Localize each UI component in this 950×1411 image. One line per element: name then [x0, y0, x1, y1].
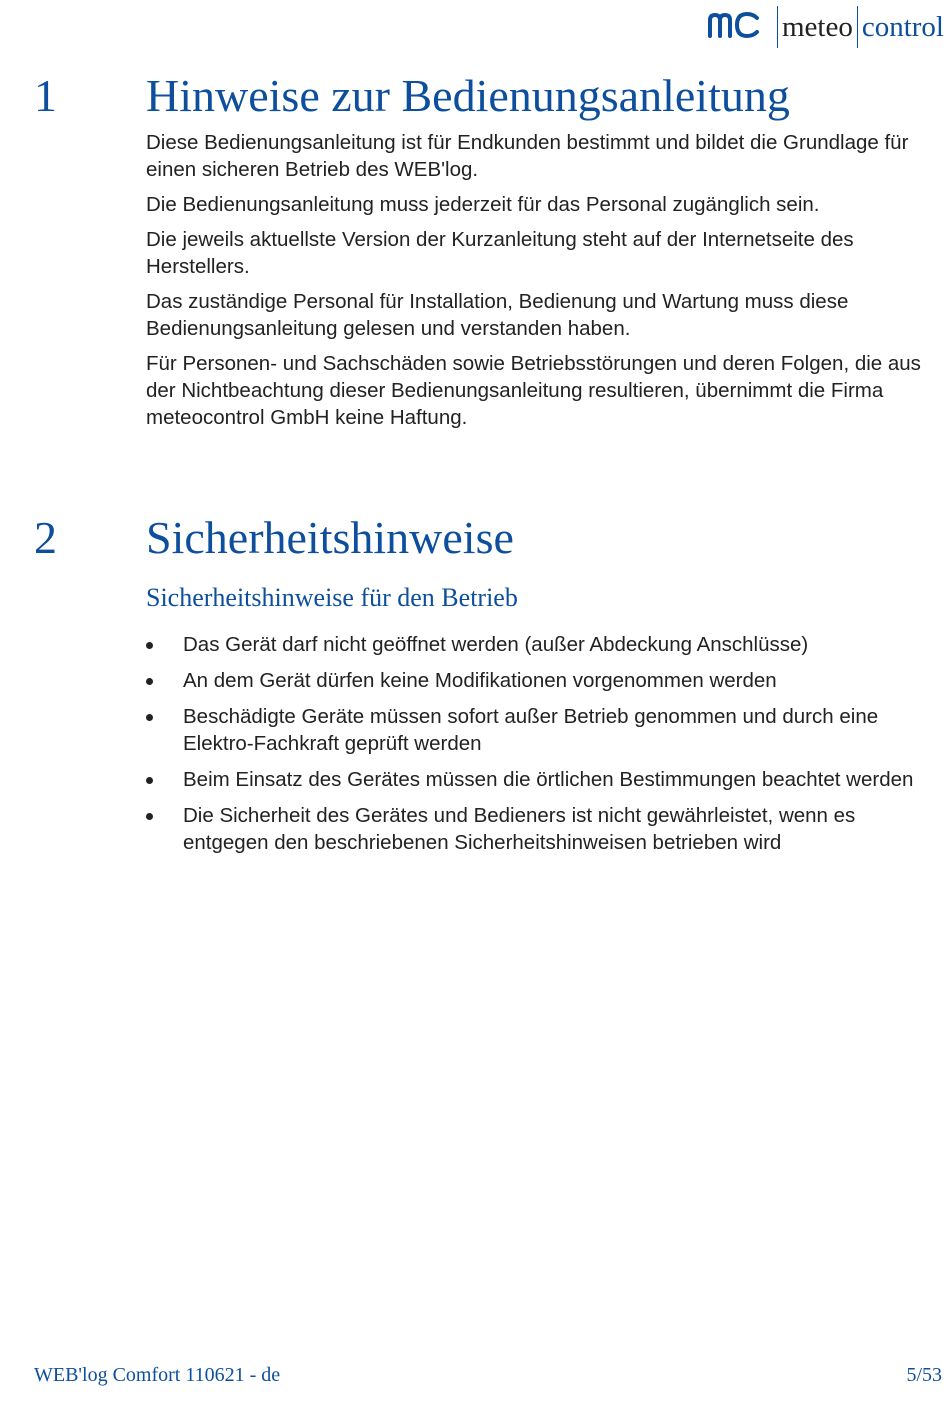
section-number: 2 [34, 512, 57, 563]
logo-divider [777, 6, 778, 48]
list-item [146, 631, 941, 658]
page-footer [34, 1364, 942, 1387]
section-2-subtitle: Sicherheitshinweise für den Betrieb [146, 583, 518, 612]
bullet-icon [146, 714, 153, 721]
footer-document-name: WEB'log Comfort 110621 - de [34, 1364, 281, 1386]
list-item [146, 667, 941, 694]
list-item-text: Beschädigte Geräte müssen sofort außer Betrieb genommen und durch eine Elektro-Fachkraft geprüft werden [183, 705, 879, 755]
list-item-text: Beim Einsatz des Gerätes müssen die örtlichen Bestimmungen beachtet werden [183, 768, 914, 791]
list-item-text: Das Gerät darf nicht geöffnet werden (außer Abdeckung Anschlüsse) [183, 633, 809, 656]
paragraph: Das zuständige Personal für Installation, Bedienung und Wartung muss diese Bedienungsanleitung gelesen und verstanden haben. [146, 290, 849, 340]
list-item-text: An dem Gerät dürfen keine Modifikationen vorgenommen werden [183, 669, 777, 692]
mc-logo-icon [707, 10, 763, 40]
section-1-heading [0, 66, 950, 126]
list-item [146, 703, 941, 757]
page-number: 5/53 [906, 1364, 942, 1386]
safety-bullet-list [146, 631, 941, 856]
paragraph: Die Bedienungsanleitung muss jederzeit für das Personal zugänglich sein. [146, 193, 820, 216]
logo-divider [857, 6, 858, 48]
bullet-icon [146, 813, 153, 820]
section-title: Hinweise zur Bedienungsanleitung [146, 70, 790, 121]
section-2 [0, 508, 950, 865]
list-item [146, 802, 941, 856]
paragraph: Die jeweils aktuellste Version der Kurzanleitung steht auf der Internetseite des Herstellers. [146, 228, 854, 278]
section-2-heading [0, 508, 950, 568]
paragraph: Für Personen- und Sachschäden sowie Betriebsstörungen und deren Folgen, die aus der Nichtbeachtung dieser Bedienungsanleitung resultieren, übernimmt die Firma meteocontrol GmbH keine Haftung. [146, 352, 921, 429]
list-item-text: Die Sicherheit des Gerätes und Bedieners ist nicht gewährleistet, wenn es entgegen den beschriebenen Sicherheitshinweisen betrieben wird [183, 804, 856, 854]
section-title: Sicherheitshinweise [146, 512, 514, 563]
logo-word-meteo: meteo [781, 11, 853, 43]
list-item [146, 766, 941, 793]
bullet-icon [146, 678, 153, 685]
bullet-icon [146, 642, 153, 649]
paragraph: Diese Bedienungsanleitung ist für Endkunden bestimmt und bildet die Grundlage für einen sicheren Betrieb des WEB'log. [146, 131, 909, 181]
section-number: 1 [34, 70, 57, 121]
bullet-icon [146, 777, 153, 784]
section-1-body [146, 129, 946, 431]
section-1 [0, 66, 950, 439]
logo-word-control: control [861, 11, 944, 43]
meteocontrol-logo [707, 4, 944, 52]
